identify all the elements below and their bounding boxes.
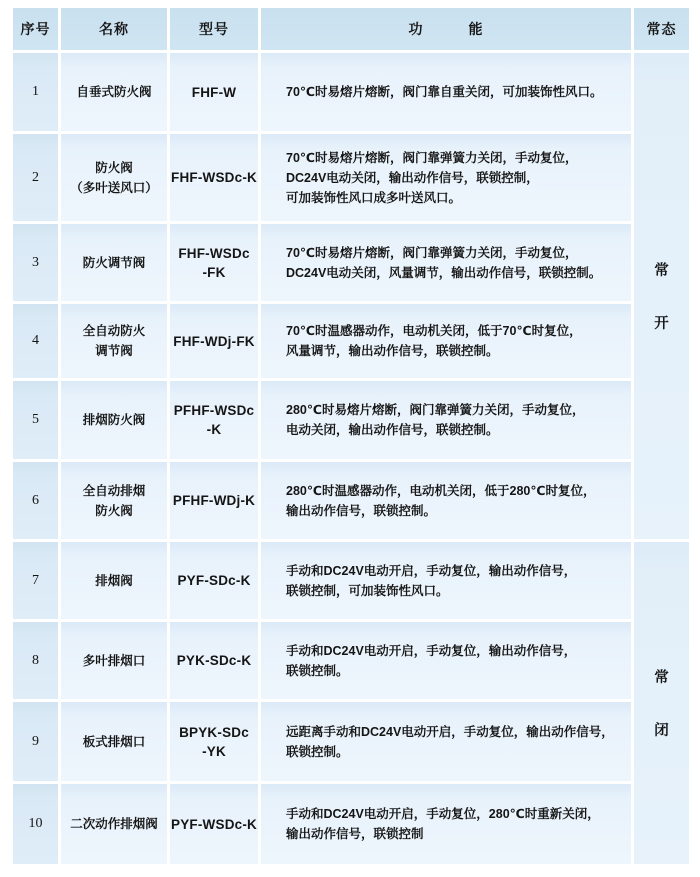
row-index-cell: 4 [13,304,58,378]
row-model-cell: PYK-SDc-K [170,622,258,699]
row-name-cell: 排烟防火阀 [61,381,167,459]
state-char: 开 [654,316,669,332]
row-model-cell: PYF-WSDc-K [170,784,258,864]
state-char: 常 [654,670,669,686]
header-cell-function: 功 能 [261,8,631,50]
header-cell-state: 常态 [634,8,689,50]
state-cell-normally-closed [634,542,689,864]
row-model-cell: FHF-WDj-FK [170,304,258,378]
row-index-cell: 8 [13,622,58,699]
row-function-cell: 远距离手动和DC24V电动开启，手动复位，输出动作信号， 联锁控制。 [261,702,631,781]
row-name-cell: 排烟阀 [61,542,167,619]
row-name-cell: 全自动防火 调节阀 [61,304,167,378]
row-name-cell: 二次动作排烟阀 [61,784,167,864]
row-model-cell: FHF-WSDc-K [170,134,258,221]
row-model-cell: PYF-SDc-K [170,542,258,619]
header-cell-name: 名称 [61,8,167,50]
row-function-cell: 手动和DC24V电动开启，手动复位，输出动作信号， 联锁控制，可加装饰性风口。 [261,542,631,619]
row-model-cell: PFHF-WSDc -K [170,381,258,459]
header-cell-index: 序号 [13,8,58,50]
row-index-cell: 2 [13,134,58,221]
row-function-cell: 280℃时温感器动作，电动机关闭，低于280℃时复位， 输出动作信号，联锁控制。 [261,462,631,539]
row-index-cell: 3 [13,224,58,301]
state-char: 闭 [654,723,669,739]
row-index-cell: 9 [13,702,58,781]
row-model-cell: PFHF-WDj-K [170,462,258,539]
row-name-cell: 多叶排烟口 [61,622,167,699]
row-function-cell: 70℃时易熔片熔断，阀门靠自重关闭，可加装饰性风口。 [261,53,631,131]
state-cell-normally-open [634,53,689,539]
row-name-cell: 全自动排烟 防火阀 [61,462,167,539]
row-model-cell: BPYK-SDc -YK [170,702,258,781]
row-index-cell: 5 [13,381,58,459]
header-cell-model: 型号 [170,8,258,50]
row-function-cell: 70℃时易熔片熔断，阀门靠弹簧力关闭，手动复位， DC24V电动关闭，输出动作信号，联锁控制， 可加装饰性风口成多叶送风口。 [261,134,631,221]
row-function-cell: 280℃时易熔片熔断，阀门靠弹簧力关闭，手动复位， 电动关闭，输出动作信号，联锁控制。 [261,381,631,459]
row-name-cell: 防火阀 （多叶送风口） [61,134,167,221]
row-function-cell: 70℃时易熔片熔断，阀门靠弹簧力关闭，手动复位， DC24V电动关闭，风量调节，输出动作信号，联锁控制。 [261,224,631,301]
state-char: 常 [654,263,669,279]
row-index-cell: 1 [13,53,58,131]
row-name-cell: 自垂式防火阀 [61,53,167,131]
row-model-cell: FHF-WSDc -FK [170,224,258,301]
row-function-cell: 手动和DC24V电动开启，手动复位，280℃时重新关闭， 输出动作信号，联锁控制 [261,784,631,864]
row-function-cell: 70℃时温感器动作，电动机关闭，低于70℃时复位， 风量调节，输出动作信号，联锁控制。 [261,304,631,378]
row-index-cell: 6 [13,462,58,539]
row-index-cell: 10 [13,784,58,864]
row-name-cell: 防火调节阀 [61,224,167,301]
row-index-cell: 7 [13,542,58,619]
row-model-cell: FHF-W [170,53,258,131]
row-name-cell: 板式排烟口 [61,702,167,781]
row-function-cell: 手动和DC24V电动开启，手动复位，输出动作信号， 联锁控制。 [261,622,631,699]
